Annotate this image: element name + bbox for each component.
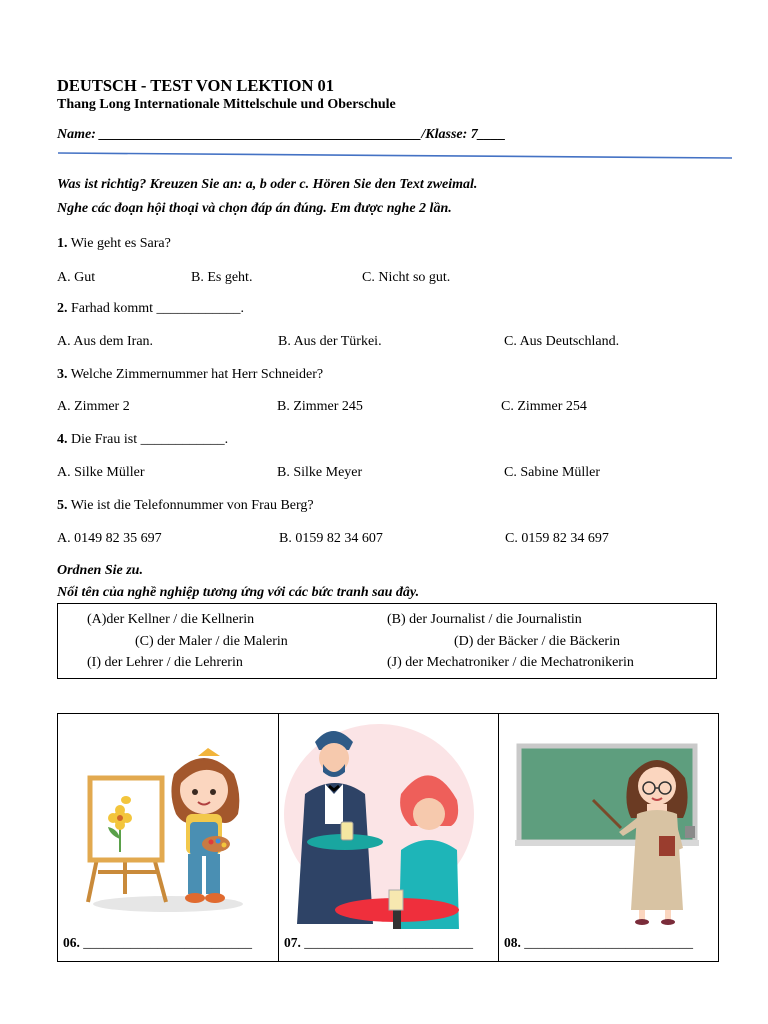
school-name: Thang Long Internationale Mittelschule und Oberschule <box>57 97 396 112</box>
question-text: Farhad kommt ____________. <box>67 301 245 316</box>
picture-cell-08 <box>499 714 718 961</box>
name-class-line: Name: ______________________________________________/Klasse: 7____ <box>57 127 506 142</box>
question-5 <box>57 498 314 514</box>
option-1b[interactable]: B. Es geht. <box>191 270 253 285</box>
question-text: Die Frau ist ____________. <box>67 432 229 447</box>
instruction-german: Was ist richtig? Kreuzen Sie an: a, b oder c. Hören Sie den Text zweimal. <box>57 177 478 192</box>
picture-cell-06 <box>58 714 279 961</box>
test-title: DEUTSCH - TEST VON LEKTION 01 <box>57 76 335 95</box>
job-item-journalist: (B) der Journalist / die Journalistin <box>387 612 582 627</box>
option-3b[interactable]: B. Zimmer 245 <box>277 399 363 414</box>
header-divider <box>58 150 732 160</box>
option-4c[interactable]: C. Sabine Müller <box>504 465 601 480</box>
answer-blank-06[interactable]: _________________________ <box>79 935 252 950</box>
picture-label-07 <box>284 935 473 951</box>
question-1 <box>57 236 171 252</box>
option-2b[interactable]: B. Aus der Türkei. <box>278 334 382 349</box>
picture-label-06 <box>63 935 252 951</box>
option-5c[interactable]: C. 0159 82 34 697 <box>505 531 609 546</box>
question-number: 2. <box>57 301 68 316</box>
option-2c[interactable]: C. Aus Deutschland. <box>504 334 620 349</box>
job-list-box <box>57 603 717 679</box>
question-text: Welche Zimmernummer hat Herr Schneider? <box>67 367 324 382</box>
option-1c[interactable]: C. Nicht so gut. <box>362 270 451 285</box>
question-text: Wie ist die Telefonnummer von Frau Berg? <box>67 498 314 513</box>
question-text: Wie geht es Sara? <box>67 236 171 251</box>
picture-cell-07 <box>279 714 499 961</box>
job-item-baecker: (D) der Bäcker / die Bäckerin <box>454 634 620 649</box>
question-number: 1. <box>57 236 68 251</box>
painter-illustration <box>58 714 278 929</box>
waiter-illustration <box>279 714 498 929</box>
matching-instruction-vietnamese: Nối tên của nghề nghiệp tương ứng với các bức tranh sau đây. <box>57 585 420 600</box>
answer-blank-07[interactable]: _________________________ <box>300 935 473 950</box>
job-item-lehrer: (I) der Lehrer / die Lehrerin <box>87 655 243 670</box>
option-1a[interactable]: A. Gut <box>57 270 96 285</box>
picture-number: 08. <box>504 935 521 950</box>
job-item-kellner: (A)der Kellner / die Kellnerin <box>87 612 255 627</box>
job-item-mechatroniker: (J) der Mechatroniker / die Mechatronikerin <box>387 655 634 670</box>
question-number: 3. <box>57 367 68 382</box>
instruction-vietnamese: Nghe các đoạn hội thoại và chọn đáp án đúng. Em được nghe 2 lần. <box>57 201 452 216</box>
question-2 <box>57 301 244 317</box>
question-number: 4. <box>57 432 68 447</box>
picture-label-08 <box>504 935 693 951</box>
job-item-maler: (C) der Maler / die Malerin <box>135 634 288 649</box>
option-2a[interactable]: A. Aus dem Iran. <box>57 334 154 349</box>
picture-number: 06. <box>63 935 80 950</box>
matching-instruction-german: Ordnen Sie zu. <box>57 563 143 578</box>
option-3a[interactable]: A. Zimmer 2 <box>57 399 130 414</box>
option-3c[interactable]: C. Zimmer 254 <box>501 399 587 414</box>
option-5a[interactable]: A. 0149 82 35 697 <box>57 531 162 546</box>
answer-blank-08[interactable]: _________________________ <box>520 935 693 950</box>
option-5b[interactable]: B. 0159 82 34 607 <box>279 531 383 546</box>
question-3 <box>57 367 323 383</box>
teacher-illustration <box>499 714 718 929</box>
picture-grid <box>57 713 719 962</box>
option-4b[interactable]: B. Silke Meyer <box>277 465 363 480</box>
option-4a[interactable]: A. Silke Müller <box>57 465 145 480</box>
question-number: 5. <box>57 498 68 513</box>
picture-number: 07. <box>284 935 301 950</box>
question-4 <box>57 432 228 448</box>
